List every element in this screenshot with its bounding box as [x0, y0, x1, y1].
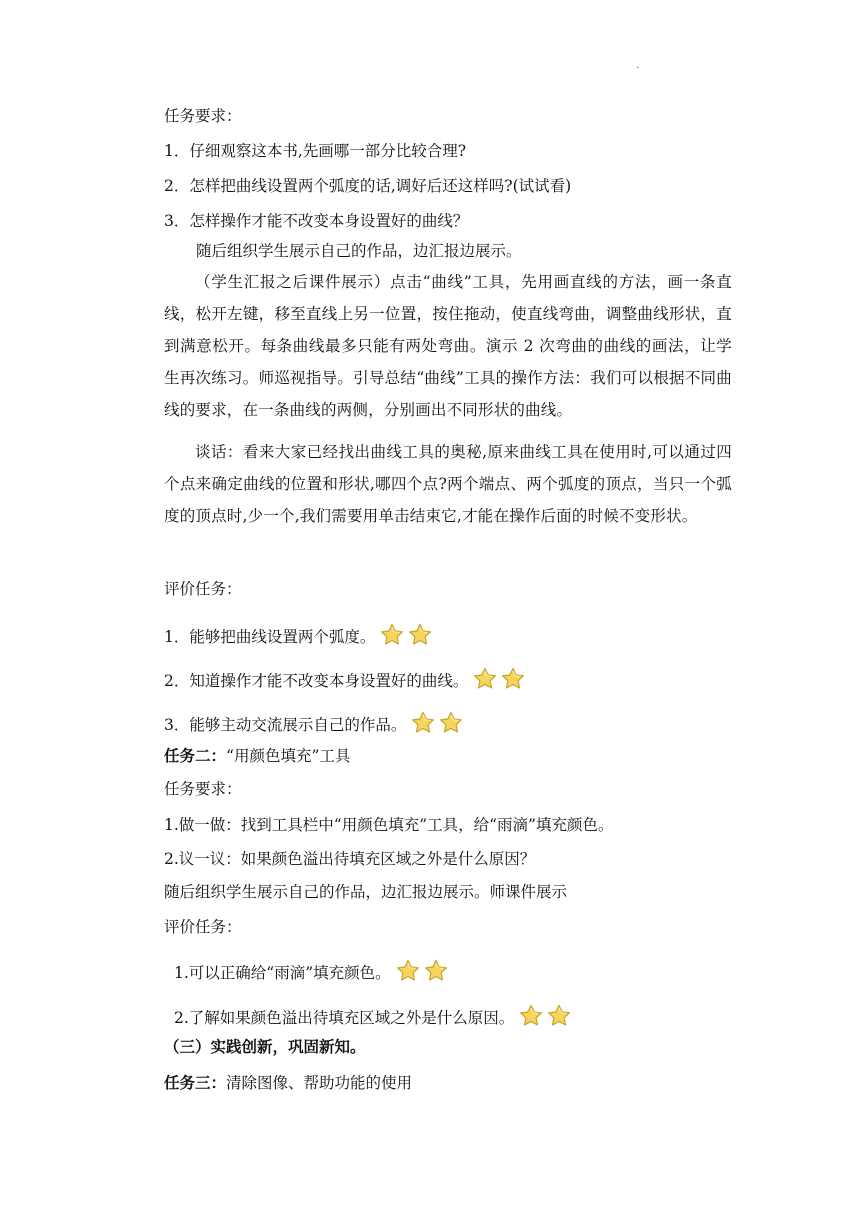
talk-paragraph: 谈话：看来大家已经找出曲线工具的奥秘,原来曲线工具在使用时,可以通过四个点来确定曲线的位置和形状,哪四个点?两个端点、两个弧度的顶点，当只一个弧度的顶点时,少一个,我们需要用单击结束它,才能在操作后面的时候不变形状。 — [164, 443, 732, 525]
section-three-heading: （三）实践创新，巩固新知。 — [164, 1037, 366, 1056]
evaluation-item-1: 1．能够把曲线设置两个弧度。 — [164, 622, 433, 653]
requirement-3: 3．怎样操作才能不改变本身设置好的曲线？ — [164, 212, 469, 230]
gold-star-icon — [395, 958, 421, 989]
requirement-2: 2．怎样把曲线设置两个弧度的话,调好后还这样吗?(试试看) — [164, 177, 572, 195]
gold-star-icon — [546, 1003, 572, 1034]
task-two-presentation-note: 随后组织学生展示自己的作品，边汇报边展示。师课件展示 — [164, 883, 568, 901]
gold-star-icon — [438, 710, 464, 741]
requirement-1: 1．仔细观察这本书,先画哪一部分比较合理? — [164, 142, 467, 160]
task-two-evaluation-2: 2.了解如果颜色溢出待填充区域之外是什么原因。 — [174, 1003, 572, 1034]
header-dot: . — [636, 60, 640, 71]
rating-stars — [379, 622, 433, 653]
task-two-evaluation-1: 1.可以正确给“雨滴”填充颜色。 — [174, 958, 449, 989]
rating-stars — [410, 710, 464, 741]
gold-star-icon — [407, 622, 433, 653]
gold-star-icon — [518, 1003, 544, 1034]
evaluation-heading-1: 评价任务： — [164, 580, 242, 598]
task-two-heading: 任务二：“用颜色填充”工具 — [164, 746, 351, 765]
task-two-requirement-1: 1.做一做：找到工具栏中“用颜色填充”工具，给“雨滴”填充颜色。 — [164, 816, 614, 834]
task-two-requirement-2: 2.议一议：如果颜色溢出待填充区域之外是什么原因？ — [164, 850, 536, 868]
gold-star-icon — [472, 666, 498, 697]
gold-star-icon — [500, 666, 526, 697]
task-two-requirements-heading: 任务要求： — [164, 780, 242, 798]
evaluation-heading-2: 评价任务： — [164, 918, 242, 936]
presentation-note: 随后组织学生展示自己的作品，边汇报边展示。 — [196, 242, 522, 260]
rating-stars — [472, 666, 526, 697]
task-three-heading: 任务三：清除图像、帮助功能的使用 — [164, 1073, 413, 1092]
evaluation-item-2: 2．知道操作才能不改变本身设置好的曲线。 — [164, 666, 526, 697]
curve-demo-paragraph: （学生汇报之后课件展示）点击“曲线”工具，先用画直线的方法，画一条直线，松开左键，移至直线上另一位置，按住拖动，使直线弯曲，调整曲线形状，直到满意松开。每条曲线最多只能有两处弯曲。演示 2 次弯曲的曲线的画法，让学生再次练习。师巡视指导。引导总结“曲线”工具的操作方法：我们可以根据不同曲线的要求，在一条曲线的两侧，分别画出不同形状的曲线。 — [164, 273, 732, 419]
rating-stars — [395, 958, 449, 989]
rating-stars — [518, 1003, 572, 1034]
gold-star-icon — [379, 622, 405, 653]
gold-star-icon — [423, 958, 449, 989]
gold-star-icon — [410, 710, 436, 741]
evaluation-item-3: 3．能够主动交流展示自己的作品。 — [164, 710, 464, 741]
task-requirements-heading: 任务要求： — [164, 107, 242, 125]
